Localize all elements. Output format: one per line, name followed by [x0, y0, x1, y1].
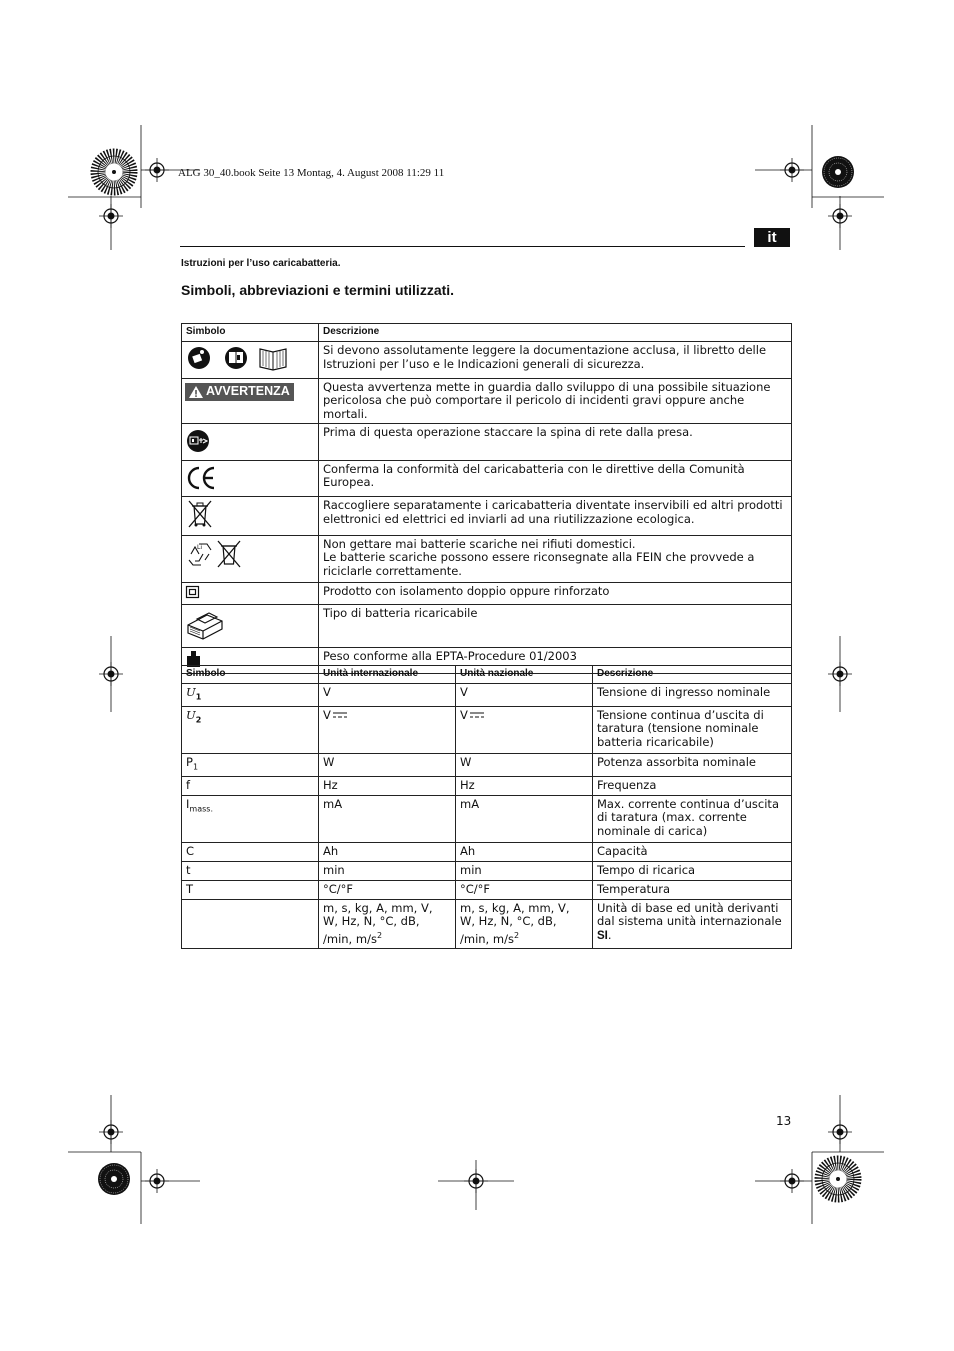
table-row — [182, 378, 792, 424]
battery-pack-icon — [185, 607, 225, 641]
description-cell: Questa avvertenza mette in guardia dallo sviluppo di una possibile situazione pericolosa che può comportare il pericolo di incidenti gravi oppure anche mortali. — [319, 378, 792, 424]
symbol-cell: f — [182, 776, 319, 795]
symbol-cell: C — [182, 842, 319, 861]
table-row — [182, 605, 792, 648]
description-cell: Peso conforme alla EPTA-Procedure 01/2003 — [319, 647, 792, 674]
header-rule — [180, 246, 745, 247]
table-row — [182, 424, 792, 461]
nat-unit-cell: V — [456, 706, 593, 753]
description-cell: Prima di questa operazione staccare la spina di rete dalla presa. — [319, 424, 792, 461]
description-cell: Potenza assorbita nominale — [593, 753, 792, 776]
nat-unit-cell: m, s, kg, A, mm, V, W, Hz, N, °C, dB, /min, $m/s^2$ — [456, 899, 593, 948]
table-row — [182, 535, 792, 582]
symbol-cell: $U_1$ — [182, 684, 319, 707]
description-cell: Unità di base ed unità derivanti dal sistema unità internazionale SI. — [593, 899, 792, 948]
table-row — [182, 880, 792, 899]
description-cell: Tensione di ingresso nominale — [593, 684, 792, 707]
table-row — [182, 795, 792, 842]
unplug-icon — [185, 426, 215, 454]
description-cell: Tempo di ricarica — [593, 861, 792, 880]
symbol-cell: $P_1$ — [182, 753, 319, 776]
dc-symbol-icon — [332, 711, 348, 719]
nat-unit-cell: V — [456, 684, 593, 707]
language-tab: it — [754, 228, 790, 247]
column-header: Simbolo — [182, 666, 319, 684]
symbol-cell: T — [182, 880, 319, 899]
description-cell: Tensione continua d’uscita di taratura (tensione nominale batteria ricaricabile) — [593, 706, 792, 753]
description-cell: Raccogliere separatamente i caricabatteria diventate inservibili ed altri prodotti elettronici ed elettrici ed inviarli ad una riutilizzazione ecologica. — [319, 497, 792, 536]
table-row — [182, 497, 792, 536]
intl-unit-cell: mA — [319, 795, 456, 842]
column-header: Descrizione — [319, 324, 792, 342]
table-row — [182, 460, 792, 497]
nat-unit-cell: Ah — [456, 842, 593, 861]
symbol-cell — [182, 378, 319, 424]
symbol-cell: $U_2$ — [182, 706, 319, 753]
description-cell: Conferma la conformità del caricabatteria con le direttive della Comunità Europea. — [319, 460, 792, 497]
symbol-cell — [182, 899, 319, 948]
intl-unit-cell: min — [319, 861, 456, 880]
table-row — [182, 861, 792, 880]
table-row — [182, 842, 792, 861]
symbol-cell — [182, 460, 319, 497]
page-title: Simboli, abbreviazioni e termini utilizzati. — [181, 282, 455, 298]
description-cell: Temperatura — [593, 880, 792, 899]
nat-unit-cell: °C/°F — [456, 880, 593, 899]
intl-unit-cell: Hz — [319, 776, 456, 795]
nat-unit-cell: Hz — [456, 776, 593, 795]
ce-mark-icon — [185, 463, 217, 491]
intl-unit-cell: °C/°F — [319, 880, 456, 899]
description-cell: Non gettare mai batterie scariche nei rifiuti domestici. Le batterie scariche possono essere riconsegnate alla FEIN che provvede a riciclarle correttamente. — [319, 535, 792, 582]
description-cell: Max. corrente continua d’uscita di taratura (max. corrente nominale di carica) — [593, 795, 792, 842]
symbol-cell: t — [182, 861, 319, 880]
description-cell: Capacità — [593, 842, 792, 861]
table-row — [182, 706, 792, 753]
table-row — [182, 342, 792, 379]
units-table — [181, 665, 792, 949]
battery-recycle-icon — [185, 538, 245, 570]
table-row — [182, 776, 792, 795]
symbols-table — [181, 323, 792, 674]
column-header: Simbolo — [182, 324, 319, 342]
description-cell: Frequenza — [593, 776, 792, 795]
intl-unit-cell: V — [319, 706, 456, 753]
double-insulation-icon — [185, 585, 201, 599]
table-row — [182, 753, 792, 776]
symbol-cell — [182, 605, 319, 648]
nat-unit-cell: W — [456, 753, 593, 776]
table-row — [182, 582, 792, 605]
description-cell: Tipo di batteria ricaricabile — [319, 605, 792, 648]
read-manual-icon — [185, 344, 289, 372]
nat-unit-cell: mA — [456, 795, 593, 842]
intl-unit-cell: m, s, kg, A, mm, V, W, Hz, N, °C, dB, /min, $m/s^2$ — [319, 899, 456, 948]
symbol-cell — [182, 424, 319, 461]
column-header: Descrizione — [593, 666, 792, 684]
symbol-cell — [182, 342, 319, 379]
svg-text:Li: Li — [197, 543, 203, 551]
description-cell: Si devono assolutamente leggere la documentazione acclusa, il libretto delle Istruzioni per l’uso e le Indicazioni generali di sicurezza. — [319, 342, 792, 379]
warning-triangle-icon — [189, 386, 203, 398]
file-info-header: ALG 30_40.book Seite 13 Montag, 4. August 2008 11:29 11 — [178, 167, 445, 179]
section-subtitle: Istruzioni per l’uso caricabatteria. — [181, 258, 341, 269]
page-number: 13 — [776, 1114, 792, 1128]
table-row — [182, 684, 792, 707]
column-header: Unità internazionale — [319, 666, 456, 684]
dc-symbol-icon — [469, 711, 485, 719]
symbol-cell — [182, 582, 319, 605]
intl-unit-cell: V — [319, 684, 456, 707]
symbol-cell: $I_{mass.}$ — [182, 795, 319, 842]
nat-unit-cell: min — [456, 861, 593, 880]
symbol-cell — [182, 535, 319, 582]
symbol-cell — [182, 497, 319, 536]
column-header: Unità nazionale — [456, 666, 593, 684]
table-row — [182, 899, 792, 948]
intl-unit-cell: W — [319, 753, 456, 776]
description-cell: Prodotto con isolamento doppio oppure rinforzato — [319, 582, 792, 605]
intl-unit-cell: Ah — [319, 842, 456, 861]
crossed-bin-icon — [185, 499, 215, 529]
warning-badge: AVVERTENZA — [185, 383, 294, 401]
